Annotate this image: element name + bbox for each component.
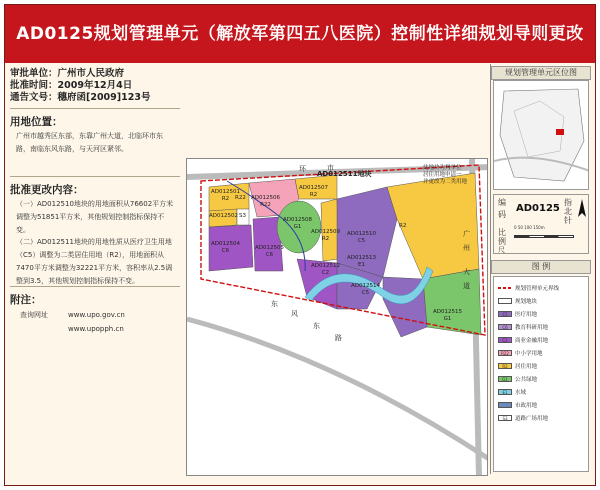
label-ad012506: AD012506 R22: [251, 195, 280, 208]
page-title: AD0125规划管理单元（解放军第四五八医院）控制性详细规划导则更改: [5, 5, 595, 63]
highlight-parcel-label: AD012511地块: [317, 170, 372, 178]
legend-label: 水域: [515, 390, 527, 396]
road-south-1: 东: [271, 300, 278, 308]
legend-label: 居住用地: [515, 364, 538, 370]
legend-label: 规划管理单元界线: [515, 286, 560, 292]
legend-swatch: [498, 402, 512, 408]
legend-label: 商业金融用地: [515, 338, 549, 344]
notice-number: 通告文号：穗府函[2009]123号: [10, 92, 151, 103]
label-ad012508: AD012508 G1: [283, 217, 312, 230]
legend-item: [498, 348, 543, 358]
legend-item: [498, 283, 559, 293]
label-ad012502: AD012502: [209, 213, 238, 219]
legend-swatch: R2: [498, 363, 512, 369]
legend: [493, 276, 589, 472]
locmap-title: 规划管理单元区位图: [491, 66, 591, 80]
approval-unit: 审批单位：广州市人民政府: [10, 68, 125, 79]
label-ad012509: AD012509 R2: [311, 229, 340, 242]
location-marker: [556, 129, 564, 135]
parcel-ad012515: [423, 269, 481, 335]
road-east-1: 广: [463, 230, 470, 238]
label-ad012511: R2: [399, 223, 407, 229]
land-location-heading: 用地位置：: [10, 116, 63, 128]
divider: [10, 286, 180, 287]
label-ad012510: AD012510 C5: [347, 231, 376, 244]
legend-swatch: C6: [498, 324, 512, 330]
label-ad012515: AD012515 G1: [433, 309, 462, 322]
location-map-canvas: [494, 81, 589, 190]
label-ad012512: AD012512 C2: [311, 263, 340, 276]
map-note: 此地块为判单位 居住用地申请一 并更改为二类用地: [423, 165, 468, 185]
scale-text: 0 50 100 150m: [514, 225, 545, 230]
unit-code: AD0125: [516, 203, 560, 214]
legend-label: 教育科研用地: [515, 325, 549, 331]
road-north-2: 市: [327, 164, 334, 172]
legend-swatch: S3: [498, 415, 512, 421]
divider: [10, 176, 180, 177]
website-2[interactable]: www.upopph.cn: [68, 325, 124, 333]
label-ad012501: AD012501 R2: [211, 189, 240, 202]
road-east-4: 道: [463, 282, 470, 290]
planning-map: [186, 158, 488, 476]
approval-info: [10, 68, 150, 104]
change-heading: 批准更改内容：: [10, 184, 84, 196]
legend-label: 公共绿地: [515, 377, 538, 383]
label-ad012507: AD012507 R2: [299, 185, 328, 198]
website-1[interactable]: www.upo.gov.cn: [68, 311, 125, 319]
road-north-1: 环: [299, 165, 306, 173]
legend-swatch: C2: [498, 337, 512, 343]
label-ad012504: AD012504 C6: [211, 241, 240, 254]
legend-item: [498, 361, 537, 371]
label-ad012514: AD012514 C5: [351, 283, 380, 296]
scale-bar: [514, 235, 574, 238]
road-south-2: 风: [291, 310, 298, 318]
left-info-panel: [6, 64, 182, 474]
legend-swatch: [498, 298, 512, 304]
legend-label: 医疗用地: [515, 312, 538, 318]
legend-label: 市政用地: [515, 403, 538, 409]
legend-item: [498, 296, 537, 306]
right-panel: [490, 64, 590, 474]
label-ad012513: AD012513 E1: [347, 255, 376, 268]
land-location-text: 广州市越秀区东部，东靠广州大道，北临环市东路，南临东风东路，与天河区紧邻。: [16, 132, 163, 153]
road-east-3: 大: [463, 268, 470, 276]
legend-label: 规划地块: [515, 299, 538, 305]
label-ad012501-r22: R22: [235, 195, 246, 201]
legend-swatch: C5: [498, 311, 512, 317]
legend-swatch: G1: [498, 376, 512, 382]
location-map: [493, 80, 589, 190]
query-label: 查询网址: [20, 311, 48, 319]
legend-item: [498, 400, 537, 410]
legend-label: 中小学用地: [515, 351, 543, 357]
code-north-table: 编 码 AD0125 指 北 针 比 例 尺 0 50 100 150m: [493, 194, 589, 254]
website-row-1: [20, 308, 125, 322]
legend-swatch: R22: [498, 350, 512, 356]
legend-item: [498, 335, 548, 345]
approval-time: 批准时间：2009年12月4日: [10, 80, 133, 91]
divider: [10, 108, 180, 109]
road-south-3: 东: [313, 322, 320, 330]
legend-item: [498, 374, 537, 384]
north-arrow-icon: [576, 199, 588, 219]
legend-swatch: E1: [498, 389, 512, 395]
legend-item: [498, 413, 548, 423]
change-item-2: （二）AD012511地块的用地性质从医疗卫生用地（C5）调整为二类居住用地（R2），用地面积从7470平方米调整为32221平方米，容积率从2.5调整到3.5，其他规划控制指标保持不变。: [16, 238, 173, 285]
label-ad012505: AD012505 C6: [255, 245, 284, 258]
website-row-2: [20, 322, 124, 336]
legend-item: [498, 309, 537, 319]
legend-swatch: [498, 287, 512, 289]
road-east-2: 州: [463, 244, 470, 252]
legend-label: 道路广场用地: [515, 416, 549, 422]
legend-title: 图 例: [491, 260, 591, 274]
appendix-heading: 附注：: [10, 294, 42, 306]
legend-item: [498, 322, 548, 332]
road-south-4: 路: [335, 334, 342, 342]
legend-item: [498, 387, 526, 397]
label-ad012503: S3: [239, 213, 246, 219]
change-item-1: （一）AD012510地块的用地面积从76602平方米调整为51851平方米，其他规划控制指标保持不变。: [16, 200, 174, 234]
